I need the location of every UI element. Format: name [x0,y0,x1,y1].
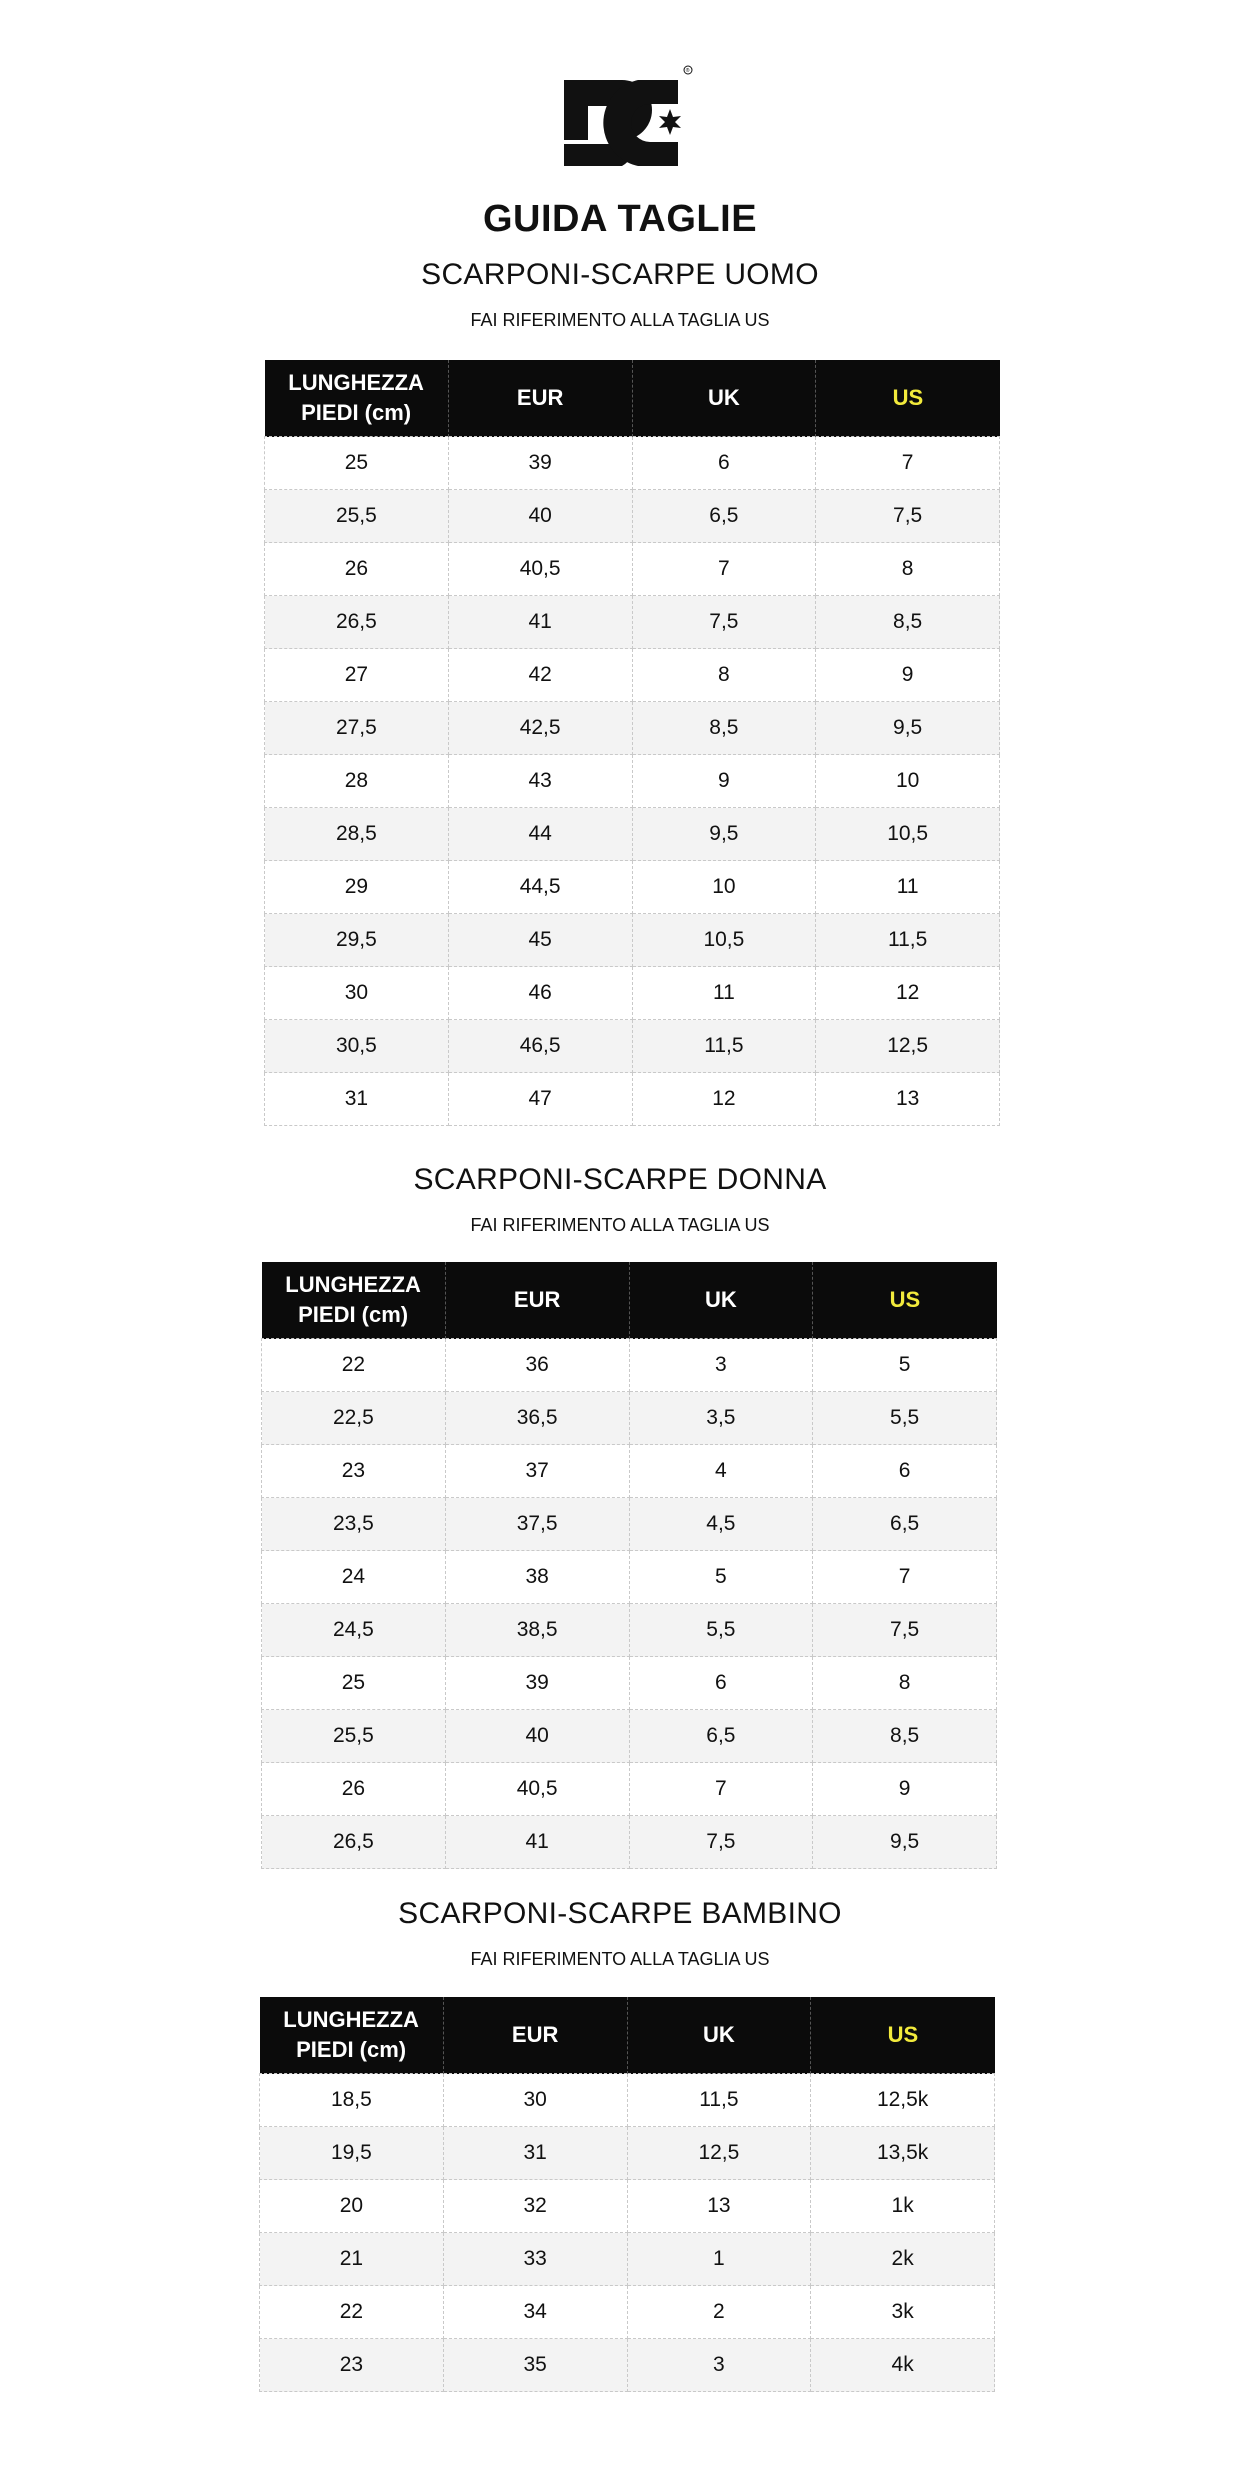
table-row [265,808,1000,861]
cell-uk: 11 [632,967,816,1020]
cell-eur: 45 [448,914,632,967]
cell-us: 3k [811,2286,995,2339]
table-row [265,596,1000,649]
cell-eur: 39 [445,1657,629,1710]
cell-uk: 13 [627,2180,811,2233]
cell-uk: 10,5 [632,914,816,967]
table-row [262,1445,997,1498]
cell-length: 23 [260,2339,444,2392]
cell-length: 29,5 [265,914,449,967]
cell-eur: 40 [448,490,632,543]
cell-us: 11,5 [816,914,1000,967]
table-row [265,649,1000,702]
table-row [262,1816,997,1869]
cell-eur: 35 [443,2339,627,2392]
cell-eur: 43 [448,755,632,808]
table-row [262,1763,997,1816]
cell-us: 12 [816,967,1000,1020]
cell-eur: 42,5 [448,702,632,755]
cell-us: 9,5 [813,1816,997,1869]
cell-eur: 40 [445,1710,629,1763]
cell-uk: 5 [629,1551,813,1604]
cell-length: 26 [265,543,449,596]
cell-eur: 31 [443,2127,627,2180]
cell-eur: 38 [445,1551,629,1604]
table-row [265,490,1000,543]
cell-us: 8 [813,1657,997,1710]
cell-uk: 11,5 [627,2074,811,2127]
cell-uk: 4,5 [629,1498,813,1551]
cell-eur: 39 [448,437,632,490]
table-row [262,1551,997,1604]
cell-us: 1k [811,2180,995,2233]
cell-uk: 3 [629,1339,813,1392]
header-eur: EUR [443,1997,627,2074]
cell-length: 21 [260,2233,444,2286]
table-row [260,2127,995,2180]
cell-length: 20 [260,2180,444,2233]
cell-eur: 34 [443,2286,627,2339]
table-row [265,437,1000,490]
cell-eur: 37,5 [445,1498,629,1551]
table-row [262,1392,997,1445]
cell-eur: 36 [445,1339,629,1392]
cell-length: 27,5 [265,702,449,755]
section-title-donna: SCARPONI-SCARPE DONNA [413,1163,827,1196]
cell-us: 7 [813,1551,997,1604]
cell-uk: 8 [632,649,816,702]
header-uk: UK [632,360,816,437]
table-row [262,1498,997,1551]
cell-us: 12,5k [811,2074,995,2127]
cell-length: 25,5 [265,490,449,543]
table-row [265,543,1000,596]
cell-uk: 7,5 [629,1816,813,1869]
cell-us: 11 [816,861,1000,914]
cell-us: 7 [816,437,1000,490]
cell-length: 23,5 [262,1498,446,1551]
header-length: LUNGHEZZA PIEDI (cm) [262,1262,446,1339]
cell-length: 26,5 [262,1816,446,1869]
table-header-row [262,1262,997,1339]
cell-eur: 46 [448,967,632,1020]
cell-eur: 36,5 [445,1392,629,1445]
cell-uk: 3 [627,2339,811,2392]
registered-mark: ® [685,68,690,74]
cell-eur: 44 [448,808,632,861]
cell-eur: 42 [448,649,632,702]
cell-uk: 3,5 [629,1392,813,1445]
cell-uk: 9,5 [632,808,816,861]
cell-length: 26 [262,1763,446,1816]
cell-eur: 46,5 [448,1020,632,1073]
cell-length: 28 [265,755,449,808]
table-row [265,1020,1000,1073]
table-row [262,1710,997,1763]
cell-length: 25 [265,437,449,490]
cell-us: 5,5 [813,1392,997,1445]
table-row [265,967,1000,1020]
cell-uk: 7 [629,1763,813,1816]
section-note-uomo: FAI RIFERIMENTO ALLA TAGLIA US [470,310,770,330]
cell-length: 22 [262,1339,446,1392]
table-row [265,914,1000,967]
header-uk: UK [629,1262,813,1339]
cell-uk: 11,5 [632,1020,816,1073]
cell-us: 13,5k [811,2127,995,2180]
cell-uk: 6,5 [632,490,816,543]
cell-eur: 33 [443,2233,627,2286]
header-us: US [813,1262,997,1339]
cell-eur: 32 [443,2180,627,2233]
table-header-row [260,1997,995,2074]
cell-uk: 12 [632,1073,816,1126]
cell-length: 24,5 [262,1604,446,1657]
cell-length: 27 [265,649,449,702]
cell-length: 22,5 [262,1392,446,1445]
cell-uk: 7,5 [632,596,816,649]
cell-uk: 6 [629,1657,813,1710]
cell-length: 24 [262,1551,446,1604]
cell-uk: 4 [629,1445,813,1498]
table-row [260,2233,995,2286]
cell-uk: 10 [632,861,816,914]
cell-length: 31 [265,1073,449,1126]
cell-uk: 6 [632,437,816,490]
cell-us: 10,5 [816,808,1000,861]
table-row [265,861,1000,914]
cell-uk: 1 [627,2233,811,2286]
cell-us: 9 [813,1763,997,1816]
cell-length: 19,5 [260,2127,444,2180]
table-row [262,1339,997,1392]
page-title: GUIDA TAGLIE [482,198,758,240]
size-table-bambino [259,1997,995,2392]
cell-uk: 2 [627,2286,811,2339]
cell-uk: 12,5 [627,2127,811,2180]
cell-eur: 40,5 [445,1763,629,1816]
cell-eur: 30 [443,2074,627,2127]
dc-logo-icon [560,64,700,182]
cell-us: 12,5 [816,1020,1000,1073]
header-eur: EUR [445,1262,629,1339]
cell-us: 6 [813,1445,997,1498]
header-length: LUNGHEZZA PIEDI (cm) [265,360,449,437]
cell-eur: 37 [445,1445,629,1498]
cell-us: 9,5 [816,702,1000,755]
cell-us: 10 [816,755,1000,808]
cell-length: 25,5 [262,1710,446,1763]
cell-eur: 40,5 [448,543,632,596]
cell-length: 25 [262,1657,446,1710]
table-row [265,702,1000,755]
cell-length: 22 [260,2286,444,2339]
cell-us: 8 [816,543,1000,596]
section-note-bambino: FAI RIFERIMENTO ALLA TAGLIA US [470,1949,770,1969]
cell-uk: 8,5 [632,702,816,755]
cell-us: 8,5 [816,596,1000,649]
table-row [265,755,1000,808]
section-title-bambino: SCARPONI-SCARPE BAMBINO [398,1897,842,1930]
table-row [262,1604,997,1657]
table-row [260,2180,995,2233]
section-note-donna: FAI RIFERIMENTO ALLA TAGLIA US [470,1215,770,1235]
cell-uk: 9 [632,755,816,808]
table-row [265,1073,1000,1126]
header-eur: EUR [448,360,632,437]
table-row [260,2339,995,2392]
cell-eur: 41 [448,596,632,649]
header-us: US [811,1997,995,2074]
table-row [260,2074,995,2127]
cell-length: 23 [262,1445,446,1498]
cell-eur: 38,5 [445,1604,629,1657]
cell-us: 8,5 [813,1710,997,1763]
cell-us: 6,5 [813,1498,997,1551]
cell-length: 29 [265,861,449,914]
cell-eur: 44,5 [448,861,632,914]
cell-us: 4k [811,2339,995,2392]
cell-us: 7,5 [813,1604,997,1657]
cell-us: 5 [813,1339,997,1392]
cell-length: 30 [265,967,449,1020]
size-table-uomo [264,360,1000,1126]
cell-length: 30,5 [265,1020,449,1073]
cell-us: 13 [816,1073,1000,1126]
cell-length: 26,5 [265,596,449,649]
cell-us: 7,5 [816,490,1000,543]
table-header-row [265,360,1000,437]
header-length: LUNGHEZZA PIEDI (cm) [260,1997,444,2074]
cell-us: 2k [811,2233,995,2286]
cell-uk: 7 [632,543,816,596]
cell-length: 18,5 [260,2074,444,2127]
table-row [260,2286,995,2339]
cell-eur: 47 [448,1073,632,1126]
cell-eur: 41 [445,1816,629,1869]
header-us: US [816,360,1000,437]
cell-us: 9 [816,649,1000,702]
table-row [262,1657,997,1710]
cell-uk: 6,5 [629,1710,813,1763]
header-uk: UK [627,1997,811,2074]
section-title-uomo: SCARPONI-SCARPE UOMO [421,258,819,291]
size-table-donna [261,1262,997,1869]
cell-uk: 5,5 [629,1604,813,1657]
cell-length: 28,5 [265,808,449,861]
